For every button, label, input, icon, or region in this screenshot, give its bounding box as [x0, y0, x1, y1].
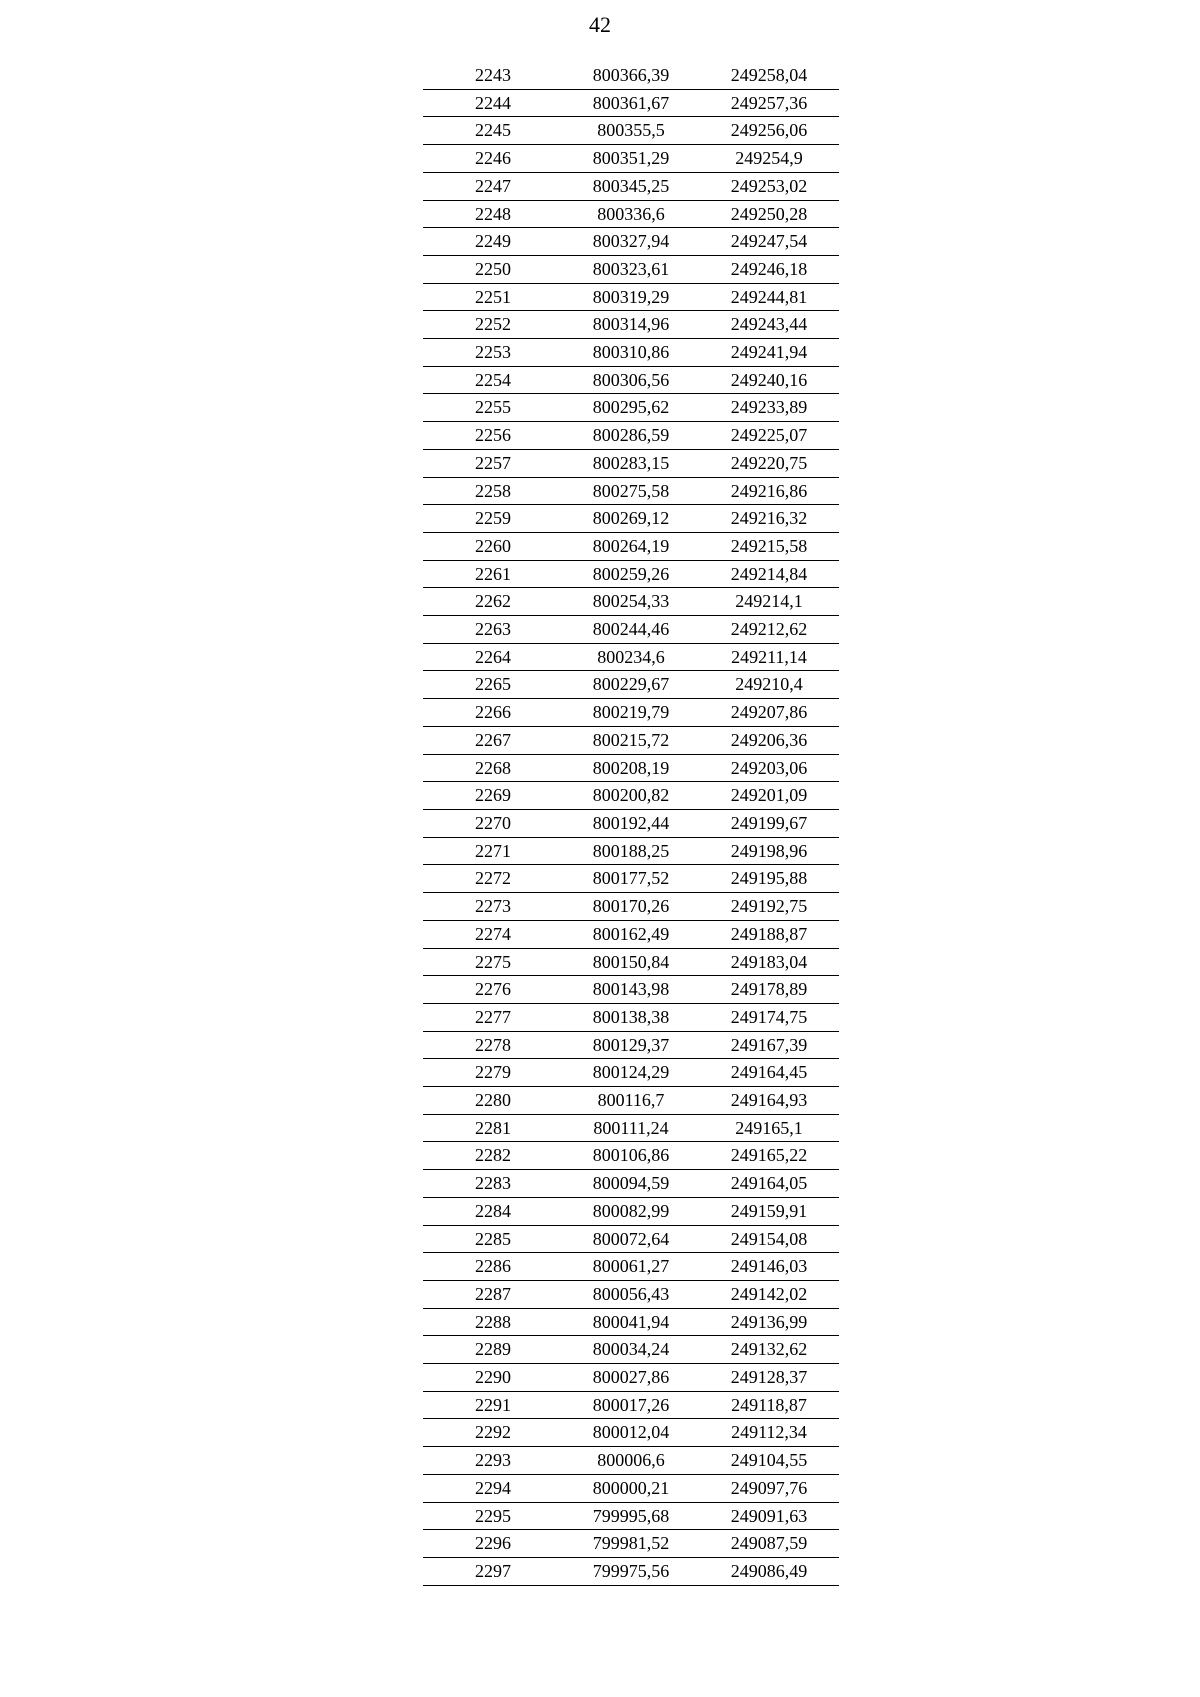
x-coordinate-cell: 800319,29	[563, 283, 699, 311]
point-number-cell: 2248	[423, 200, 563, 228]
x-coordinate-cell: 800244,46	[563, 616, 699, 644]
table-row	[423, 976, 839, 1004]
point-number-cell: 2281	[423, 1114, 563, 1142]
point-number-cell: 2249	[423, 228, 563, 256]
table-row	[423, 1059, 839, 1087]
y-coordinate-cell: 249087,59	[699, 1530, 839, 1558]
coordinates-table-body	[423, 62, 839, 1585]
table-row	[423, 1419, 839, 1447]
point-number-cell: 2254	[423, 366, 563, 394]
point-number-cell: 2292	[423, 1419, 563, 1447]
point-number-cell: 2277	[423, 1003, 563, 1031]
x-coordinate-cell: 800208,19	[563, 754, 699, 782]
y-coordinate-cell: 249165,1	[699, 1114, 839, 1142]
table-row	[423, 699, 839, 727]
y-coordinate-cell: 249178,89	[699, 976, 839, 1004]
y-coordinate-cell: 249199,67	[699, 809, 839, 837]
point-number-cell: 2288	[423, 1308, 563, 1336]
y-coordinate-cell: 249128,37	[699, 1364, 839, 1392]
point-number-cell: 2252	[423, 311, 563, 339]
table-row	[423, 1336, 839, 1364]
x-coordinate-cell: 800351,29	[563, 145, 699, 173]
x-coordinate-cell: 800314,96	[563, 311, 699, 339]
table-row	[423, 145, 839, 173]
y-coordinate-cell: 249253,02	[699, 172, 839, 200]
point-number-cell: 2284	[423, 1197, 563, 1225]
x-coordinate-cell: 800259,26	[563, 560, 699, 588]
table-row	[423, 283, 839, 311]
point-number-cell: 2245	[423, 117, 563, 145]
point-number-cell: 2293	[423, 1447, 563, 1475]
point-number-cell: 2289	[423, 1336, 563, 1364]
x-coordinate-cell: 799975,56	[563, 1557, 699, 1585]
table-row	[423, 1530, 839, 1558]
table-row	[423, 865, 839, 893]
x-coordinate-cell: 800219,79	[563, 699, 699, 727]
x-coordinate-cell: 800034,24	[563, 1336, 699, 1364]
x-coordinate-cell: 800177,52	[563, 865, 699, 893]
y-coordinate-cell: 249257,36	[699, 89, 839, 117]
point-number-cell: 2261	[423, 560, 563, 588]
point-number-cell: 2253	[423, 339, 563, 367]
y-coordinate-cell: 249246,18	[699, 255, 839, 283]
table-row	[423, 1474, 839, 1502]
point-number-cell: 2271	[423, 837, 563, 865]
x-coordinate-cell: 800264,19	[563, 532, 699, 560]
x-coordinate-cell: 800234,6	[563, 643, 699, 671]
y-coordinate-cell: 249188,87	[699, 920, 839, 948]
x-coordinate-cell: 800254,33	[563, 588, 699, 616]
point-number-cell: 2274	[423, 920, 563, 948]
x-coordinate-cell: 800229,67	[563, 671, 699, 699]
point-number-cell: 2258	[423, 477, 563, 505]
x-coordinate-cell: 800006,6	[563, 1447, 699, 1475]
y-coordinate-cell: 249206,36	[699, 726, 839, 754]
x-coordinate-cell: 800106,86	[563, 1142, 699, 1170]
y-coordinate-cell: 249220,75	[699, 449, 839, 477]
x-coordinate-cell: 800072,64	[563, 1225, 699, 1253]
point-number-cell: 2244	[423, 89, 563, 117]
y-coordinate-cell: 249183,04	[699, 948, 839, 976]
y-coordinate-cell: 249097,76	[699, 1474, 839, 1502]
table-row	[423, 449, 839, 477]
y-coordinate-cell: 249215,58	[699, 532, 839, 560]
point-number-cell: 2265	[423, 671, 563, 699]
x-coordinate-cell: 800323,61	[563, 255, 699, 283]
x-coordinate-cell: 800027,86	[563, 1364, 699, 1392]
table-row	[423, 1447, 839, 1475]
y-coordinate-cell: 249164,05	[699, 1170, 839, 1198]
x-coordinate-cell: 800306,56	[563, 366, 699, 394]
point-number-cell: 2291	[423, 1391, 563, 1419]
table-row	[423, 1142, 839, 1170]
table-row	[423, 671, 839, 699]
y-coordinate-cell: 249167,39	[699, 1031, 839, 1059]
point-number-cell: 2294	[423, 1474, 563, 1502]
table-row	[423, 422, 839, 450]
x-coordinate-cell: 800283,15	[563, 449, 699, 477]
point-number-cell: 2295	[423, 1502, 563, 1530]
table-row	[423, 643, 839, 671]
table-row	[423, 1114, 839, 1142]
x-coordinate-cell: 800000,21	[563, 1474, 699, 1502]
y-coordinate-cell: 249210,4	[699, 671, 839, 699]
x-coordinate-cell: 800200,82	[563, 782, 699, 810]
point-number-cell: 2297	[423, 1557, 563, 1585]
point-number-cell: 2260	[423, 532, 563, 560]
x-coordinate-cell: 800082,99	[563, 1197, 699, 1225]
point-number-cell: 2266	[423, 699, 563, 727]
table-row	[423, 532, 839, 560]
y-coordinate-cell: 249203,06	[699, 754, 839, 782]
x-coordinate-cell: 800327,94	[563, 228, 699, 256]
x-coordinate-cell: 800170,26	[563, 893, 699, 921]
y-coordinate-cell: 249159,91	[699, 1197, 839, 1225]
table-row	[423, 62, 839, 89]
point-number-cell: 2250	[423, 255, 563, 283]
y-coordinate-cell: 249091,63	[699, 1502, 839, 1530]
x-coordinate-cell: 800041,94	[563, 1308, 699, 1336]
y-coordinate-cell: 249164,93	[699, 1087, 839, 1115]
x-coordinate-cell: 800162,49	[563, 920, 699, 948]
x-coordinate-cell: 800150,84	[563, 948, 699, 976]
point-number-cell: 2267	[423, 726, 563, 754]
point-number-cell: 2256	[423, 422, 563, 450]
y-coordinate-cell: 249247,54	[699, 228, 839, 256]
table-row	[423, 89, 839, 117]
y-coordinate-cell: 249086,49	[699, 1557, 839, 1585]
table-row	[423, 366, 839, 394]
table-row	[423, 782, 839, 810]
table-row	[423, 311, 839, 339]
y-coordinate-cell: 249216,86	[699, 477, 839, 505]
table-row	[423, 339, 839, 367]
point-number-cell: 2243	[423, 62, 563, 89]
point-number-cell: 2246	[423, 145, 563, 173]
point-number-cell: 2285	[423, 1225, 563, 1253]
point-number-cell: 2290	[423, 1364, 563, 1392]
point-number-cell: 2269	[423, 782, 563, 810]
point-number-cell: 2270	[423, 809, 563, 837]
y-coordinate-cell: 249216,32	[699, 505, 839, 533]
point-number-cell: 2278	[423, 1031, 563, 1059]
y-coordinate-cell: 249118,87	[699, 1391, 839, 1419]
x-coordinate-cell: 800094,59	[563, 1170, 699, 1198]
point-number-cell: 2247	[423, 172, 563, 200]
point-number-cell: 2262	[423, 588, 563, 616]
y-coordinate-cell: 249164,45	[699, 1059, 839, 1087]
coordinates-table	[423, 62, 839, 1586]
x-coordinate-cell: 800188,25	[563, 837, 699, 865]
y-coordinate-cell: 249244,81	[699, 283, 839, 311]
table-row	[423, 394, 839, 422]
point-number-cell: 2286	[423, 1253, 563, 1281]
y-coordinate-cell: 249165,22	[699, 1142, 839, 1170]
x-coordinate-cell: 800286,59	[563, 422, 699, 450]
table-row	[423, 1308, 839, 1336]
y-coordinate-cell: 249132,62	[699, 1336, 839, 1364]
y-coordinate-cell: 249146,03	[699, 1253, 839, 1281]
x-coordinate-cell: 800295,62	[563, 394, 699, 422]
x-coordinate-cell: 800192,44	[563, 809, 699, 837]
table-row	[423, 837, 839, 865]
x-coordinate-cell: 800056,43	[563, 1280, 699, 1308]
table-row	[423, 1087, 839, 1115]
point-number-cell: 2279	[423, 1059, 563, 1087]
point-number-cell: 2275	[423, 948, 563, 976]
table-row	[423, 172, 839, 200]
table-row	[423, 1280, 839, 1308]
x-coordinate-cell: 800336,6	[563, 200, 699, 228]
table-row	[423, 1197, 839, 1225]
point-number-cell: 2268	[423, 754, 563, 782]
x-coordinate-cell: 800061,27	[563, 1253, 699, 1281]
x-coordinate-cell: 800361,67	[563, 89, 699, 117]
table-row	[423, 255, 839, 283]
point-number-cell: 2259	[423, 505, 563, 533]
x-coordinate-cell: 800116,7	[563, 1087, 699, 1115]
y-coordinate-cell: 249195,88	[699, 865, 839, 893]
point-number-cell: 2273	[423, 893, 563, 921]
point-number-cell: 2257	[423, 449, 563, 477]
table-row	[423, 1391, 839, 1419]
point-number-cell: 2296	[423, 1530, 563, 1558]
table-row	[423, 1253, 839, 1281]
x-coordinate-cell: 799995,68	[563, 1502, 699, 1530]
y-coordinate-cell: 249258,04	[699, 62, 839, 89]
table-row	[423, 588, 839, 616]
point-number-cell: 2264	[423, 643, 563, 671]
point-number-cell: 2282	[423, 1142, 563, 1170]
y-coordinate-cell: 249214,1	[699, 588, 839, 616]
point-number-cell: 2251	[423, 283, 563, 311]
y-coordinate-cell: 249241,94	[699, 339, 839, 367]
table-row	[423, 1557, 839, 1585]
x-coordinate-cell: 800129,37	[563, 1031, 699, 1059]
point-number-cell: 2276	[423, 976, 563, 1004]
table-row	[423, 616, 839, 644]
point-number-cell: 2272	[423, 865, 563, 893]
y-coordinate-cell: 249112,34	[699, 1419, 839, 1447]
x-coordinate-cell: 800215,72	[563, 726, 699, 754]
table-row	[423, 1031, 839, 1059]
table-row	[423, 1225, 839, 1253]
x-coordinate-cell: 799981,52	[563, 1530, 699, 1558]
y-coordinate-cell: 249225,07	[699, 422, 839, 450]
page-number: 42	[589, 12, 611, 37]
y-coordinate-cell: 249104,55	[699, 1447, 839, 1475]
y-coordinate-cell: 249174,75	[699, 1003, 839, 1031]
table-row	[423, 117, 839, 145]
y-coordinate-cell: 249198,96	[699, 837, 839, 865]
x-coordinate-cell: 800017,26	[563, 1391, 699, 1419]
table-row	[423, 1502, 839, 1530]
point-number-cell: 2263	[423, 616, 563, 644]
table-row	[423, 1364, 839, 1392]
table-row	[423, 893, 839, 921]
point-number-cell: 2255	[423, 394, 563, 422]
y-coordinate-cell: 249136,99	[699, 1308, 839, 1336]
table-row	[423, 1170, 839, 1198]
table-row	[423, 726, 839, 754]
y-coordinate-cell: 249154,08	[699, 1225, 839, 1253]
y-coordinate-cell: 249142,02	[699, 1280, 839, 1308]
y-coordinate-cell: 249240,16	[699, 366, 839, 394]
table-row	[423, 505, 839, 533]
table-row	[423, 200, 839, 228]
x-coordinate-cell: 800355,5	[563, 117, 699, 145]
y-coordinate-cell: 249214,84	[699, 560, 839, 588]
y-coordinate-cell: 249254,9	[699, 145, 839, 173]
table-row	[423, 948, 839, 976]
x-coordinate-cell: 800138,38	[563, 1003, 699, 1031]
x-coordinate-cell: 800111,24	[563, 1114, 699, 1142]
table-row	[423, 754, 839, 782]
table-row	[423, 560, 839, 588]
x-coordinate-cell: 800310,86	[563, 339, 699, 367]
point-number-cell: 2280	[423, 1087, 563, 1115]
y-coordinate-cell: 249212,62	[699, 616, 839, 644]
table-row	[423, 809, 839, 837]
point-number-cell: 2287	[423, 1280, 563, 1308]
x-coordinate-cell: 800269,12	[563, 505, 699, 533]
x-coordinate-cell: 800124,29	[563, 1059, 699, 1087]
x-coordinate-cell: 800275,58	[563, 477, 699, 505]
x-coordinate-cell: 800345,25	[563, 172, 699, 200]
y-coordinate-cell: 249243,44	[699, 311, 839, 339]
table-row	[423, 228, 839, 256]
y-coordinate-cell: 249250,28	[699, 200, 839, 228]
y-coordinate-cell: 249192,75	[699, 893, 839, 921]
table-row	[423, 477, 839, 505]
table-row	[423, 1003, 839, 1031]
y-coordinate-cell: 249207,86	[699, 699, 839, 727]
x-coordinate-cell: 800012,04	[563, 1419, 699, 1447]
y-coordinate-cell: 249211,14	[699, 643, 839, 671]
table-row	[423, 920, 839, 948]
point-number-cell: 2283	[423, 1170, 563, 1198]
x-coordinate-cell: 800143,98	[563, 976, 699, 1004]
x-coordinate-cell: 800366,39	[563, 62, 699, 89]
y-coordinate-cell: 249233,89	[699, 394, 839, 422]
y-coordinate-cell: 249256,06	[699, 117, 839, 145]
y-coordinate-cell: 249201,09	[699, 782, 839, 810]
